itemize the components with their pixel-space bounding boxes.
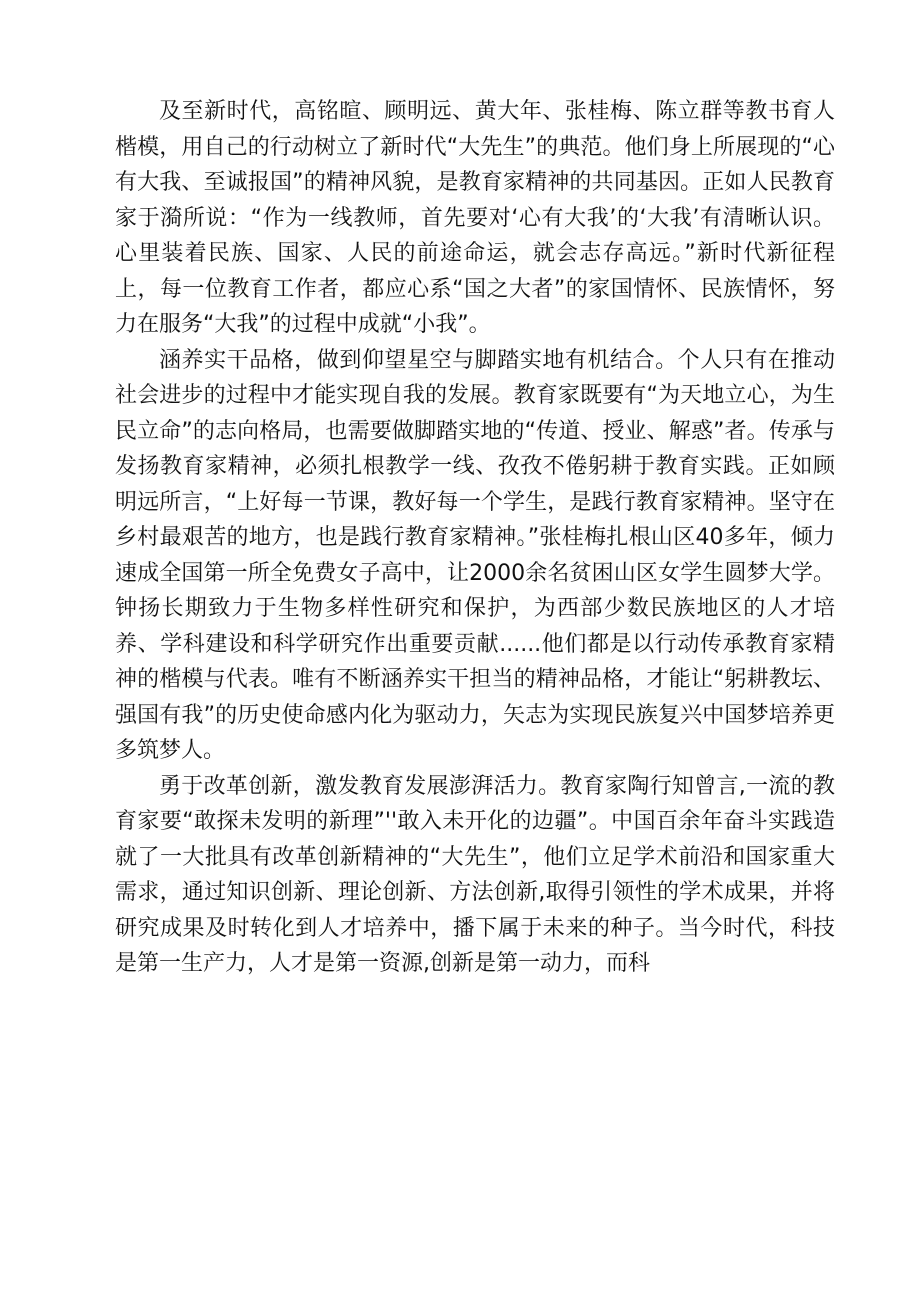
document-page [115, 94, 835, 982]
paragraph-practical-character: 涵养实干品格，做到仰望星空与脚踏实地有机结合。个人只有在推动社会进步的过程中才能实现自我的发展。教育家既要有“为天地立心，为生民立命”的志向格局，也需要做脚踏实地的“传道、授业、解惑”者。传承与发扬教育家精神，必须扎根教学一线、孜孜不倦躬耕于教育实践。正如顾明远所言，“上好每一节课，教好每一个学生，是践行教育家精神。坚守在乡村最艰苦的地方，也是践行教育家精神。”张桂梅扎根山区40多年，倾力速成全国第一所全免费女子高中，让2000余名贫困山区女学生圆梦大学。钟扬长期致力于生物多样性研究和保护，为西部少数民族地区的人才培养、学科建设和科学研究作出重要贡献......他们都是以行动传承教育家精神的楷模与代表。唯有不断涵养实干担当的精神品格，才能让“躬耕教坛、强国有我”的历史使命感内化为驱动力，矢志为实现民族复兴中国梦培养更多筑梦人。 [115, 347, 835, 763]
paragraph-reform-innovation: 勇于改革创新，激发教育发展澎湃活力。教育家陶行知曾言,一流的教育家要“敢探未发明的新理”''敢入未开化的边疆”。中国百余年奋斗实践造就了一大批具有改革创新精神的“大先生”，他们立足学术前沿和国家重大需求，通过知识创新、理论创新、方法创新,取得引领性的学术成果，并将研究成果及时转化到人才培养中，播下属于未来的种子。当今时代，科技是第一生产力，人才是第一资源,创新是第一动力，而科 [115, 773, 835, 976]
paragraph-role-models: 及至新时代，高铭暄、顾明远、黄大年、张桂梅、陈立群等教书育人楷模，用自己的行动树立了新时代“大先生”的典范。他们身上所展现的“心有大我、至诚报国”的精神风貌，是教育家精神的共同基因。正如人民教育家于漪所说：“作为一线教师，首先要对‘心有大我’的‘大我’有清晰认识。心里装着民族、国家、人民的前途命运，就会志存高远。”新时代新征程上，每一位教育工作者，都应心系“国之大者”的家国情怀、民族情怀，努力在服务“大我”的过程中成就“小我”。 [115, 99, 835, 337]
